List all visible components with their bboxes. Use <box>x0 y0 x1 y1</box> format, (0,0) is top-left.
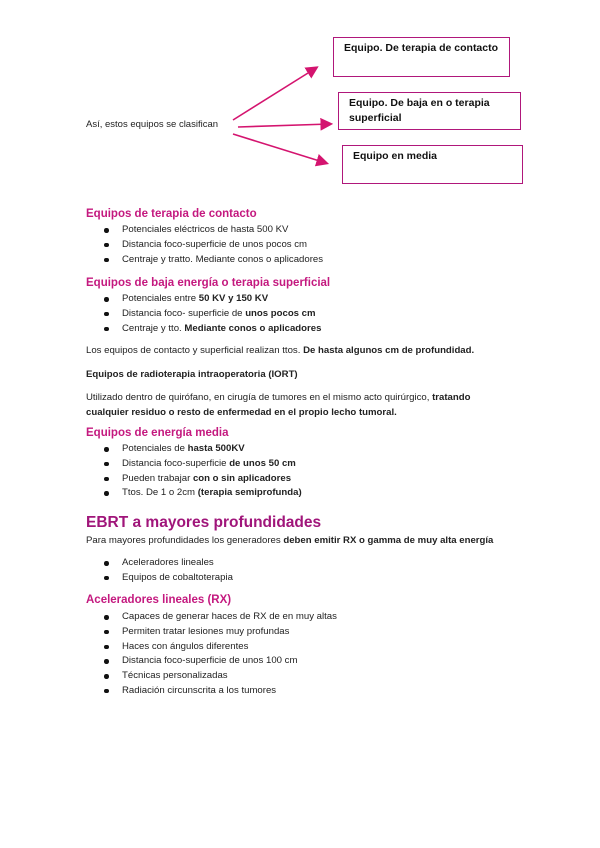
list-item: Haces con ángulos diferentes <box>102 640 337 655</box>
iort-title: Equipos de radioterapia intraoperatoria (IORT) <box>86 369 298 380</box>
list-item: Potenciales eléctricos de hasta 500 KV <box>102 223 323 238</box>
list-item: Distancia foco- superficie de unos pocos cm <box>102 307 321 322</box>
list-item: Permiten tratar lesiones muy profundas <box>102 625 337 640</box>
list-item: Potenciales entre 50 KV y 150 KV <box>102 292 321 307</box>
list-item: Centraje y tratto. Mediante conos o aplicadores <box>102 253 323 268</box>
ebrt-intro: Para mayores profundidades los generadores deben emitir RX o gamma de muy alta energía <box>86 535 494 546</box>
list-item: Pueden trabajar con o sin aplicadores <box>102 472 302 487</box>
list-item: Capaces de generar haces de RX de en muy altas <box>102 610 337 625</box>
list-item: Distancia foco-superficie de unos 50 cm <box>102 457 302 472</box>
list-item: Distancia foco-superficie de unos pocos cm <box>102 238 323 253</box>
arrow-to-baja <box>238 124 330 127</box>
list-item: Aceleradores lineales <box>102 556 233 571</box>
box-baja <box>338 92 521 130</box>
box-media <box>342 145 523 184</box>
list-item: Potenciales de hasta 500KV <box>102 442 302 457</box>
box-baja-line1: Equipo. De baja en o terapia <box>349 97 490 109</box>
arrow-to-media <box>233 134 326 163</box>
list-item: Técnicas personalizadas <box>102 669 337 684</box>
list-aceleradores <box>102 610 337 699</box>
para-contacto-superficial: Los equipos de contacto y superficial realizan ttos. De hasta algunos cm de profundidad. <box>86 345 475 356</box>
list-ebrt <box>102 556 233 586</box>
box-baja-line2: superficial <box>349 112 402 124</box>
iort-paragraph: Utilizado dentro de quirófano, en cirugía de tumores en el mismo acto quirúrgico, tratando cualquier residuo o resto de enfermedad en el propio lecho tumoral. <box>86 392 471 418</box>
list-item: Centraje y tto. Mediante conos o aplicadores <box>102 322 321 337</box>
list-item: Equipos de cobaltoterapia <box>102 571 233 586</box>
heading-media: Equipos de energía media <box>86 427 229 439</box>
heading-aceleradores: Aceleradores lineales (RX) <box>86 594 232 606</box>
box-contacto <box>333 37 510 77</box>
arrow-to-contacto <box>233 68 316 120</box>
list-item: Distancia foco-superficie de unos 100 cm <box>102 654 337 669</box>
heading-baja: Equipos de baja energía o terapia superficial <box>86 277 331 289</box>
list-item: Ttos. De 1 o 2cm (terapia semiprofunda) <box>102 486 302 501</box>
heading-ebrt: EBRT a mayores profundidades <box>86 514 322 531</box>
list-item: Radiación circunscrita a los tumores <box>102 684 337 699</box>
diagram-intro: Así, estos equipos se clasifican <box>86 119 219 130</box>
box-contacto-label: Equipo. De terapia de contacto <box>344 42 499 54</box>
list-baja <box>102 292 321 336</box>
box-media-label: Equipo en media <box>353 150 438 162</box>
heading-contacto: Equipos de terapia de contacto <box>86 208 257 220</box>
list-media <box>102 442 302 501</box>
list-contacto <box>102 223 323 267</box>
